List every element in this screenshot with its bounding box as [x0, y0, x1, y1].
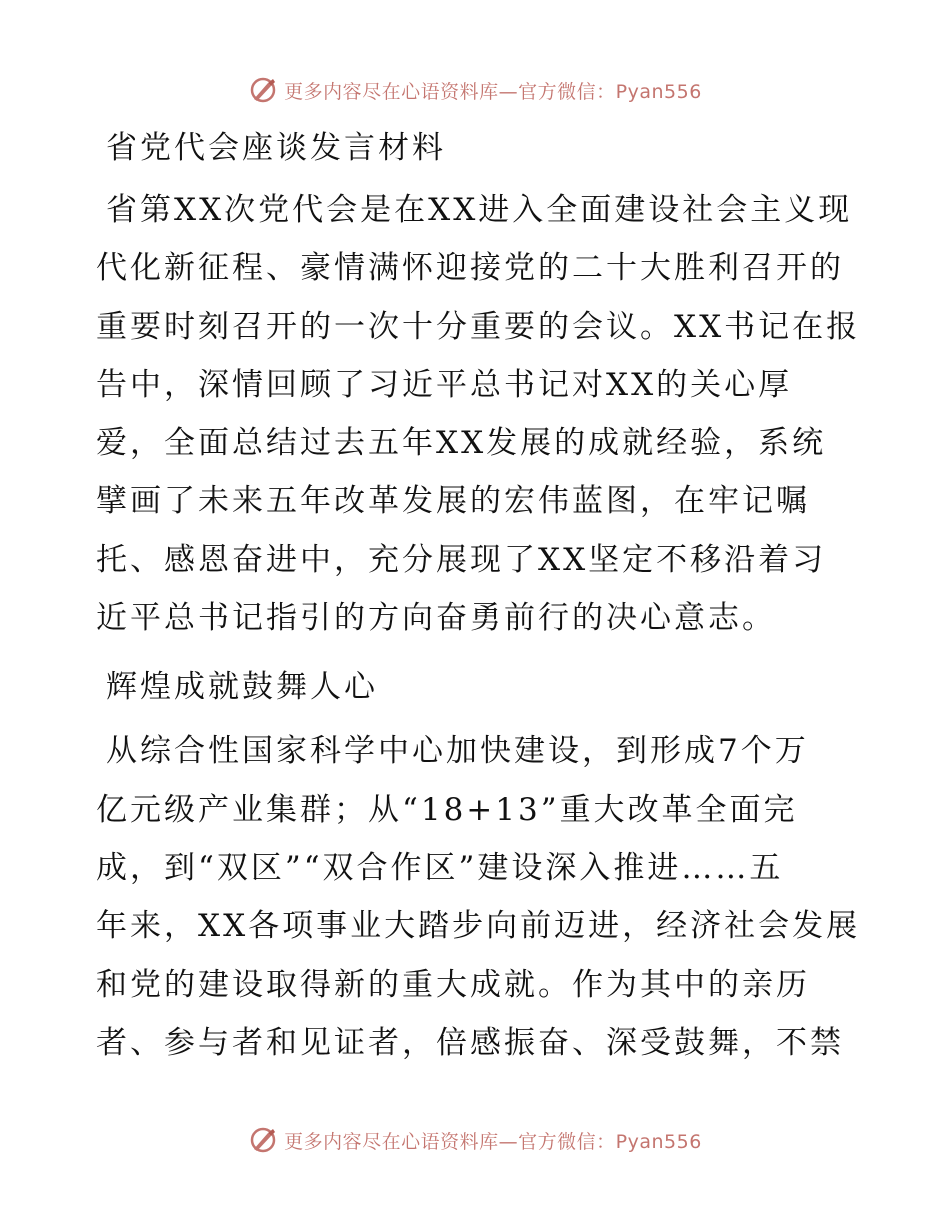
- pen-logo-icon: [248, 75, 278, 105]
- paragraph-line: 者、参与者和见证者，倍感振奋、深受鼓舞，不禁: [96, 1024, 844, 1061]
- paragraph-line: 从综合性国家科学中心加快建设，到形成7个万: [106, 733, 809, 770]
- section-heading: 辉煌成就鼓舞人心: [106, 669, 378, 706]
- document-body: [96, 118, 866, 1072]
- paragraph-line: 擘画了未来五年改革发展的宏伟蓝图，在牢记嘱: [96, 483, 810, 520]
- document-title: 省党代会座谈发言材料: [106, 130, 446, 166]
- paragraph-line: 重要时刻召开的一次十分重要的会议。XX书记在报: [96, 308, 861, 345]
- paragraph-line: 省第XX次党代会是在XX进入全面建设社会主义现: [106, 192, 853, 228]
- paragraph-2: [96, 722, 866, 1072]
- paragraph-line: 亿元级产业集群；从“18+13”重大改革全面完: [96, 791, 798, 828]
- paragraph-line: 和党的建设取得新的重大成就。作为其中的亲历: [96, 966, 810, 1003]
- paragraph-line: 托、感恩奋进中，充分展现了XX坚定不移沿着习: [96, 541, 827, 578]
- paragraph-line: 近平总书记指引的方向奋勇前行的决心意志。: [96, 600, 776, 637]
- paragraph-line: 代化新征程、豪情满怀迎接党的二十大胜利召开的: [96, 250, 844, 287]
- paragraph-line: 年来，XX各项事业大踏步向前迈进，经济社会发展: [96, 908, 861, 945]
- header-watermark: [0, 70, 950, 110]
- paragraph-1: [96, 181, 866, 647]
- paragraph-line: 成，到“双区”“双合作区”建设深入推进……五: [96, 849, 784, 886]
- footer-watermark: [0, 1120, 950, 1160]
- watermark-text: 更多内容尽在心语资料库—官方微信：Pyan556: [284, 80, 702, 103]
- watermark-text: 更多内容尽在心语资料库—官方微信：Pyan556: [284, 1130, 702, 1153]
- paragraph-line: 爱，全面总结过去五年XX发展的成就经验，系统: [96, 425, 827, 462]
- paragraph-line: 告中，深情回顾了习近平总书记对XX的关心厚: [96, 366, 793, 403]
- pen-logo-icon: [248, 1125, 278, 1155]
